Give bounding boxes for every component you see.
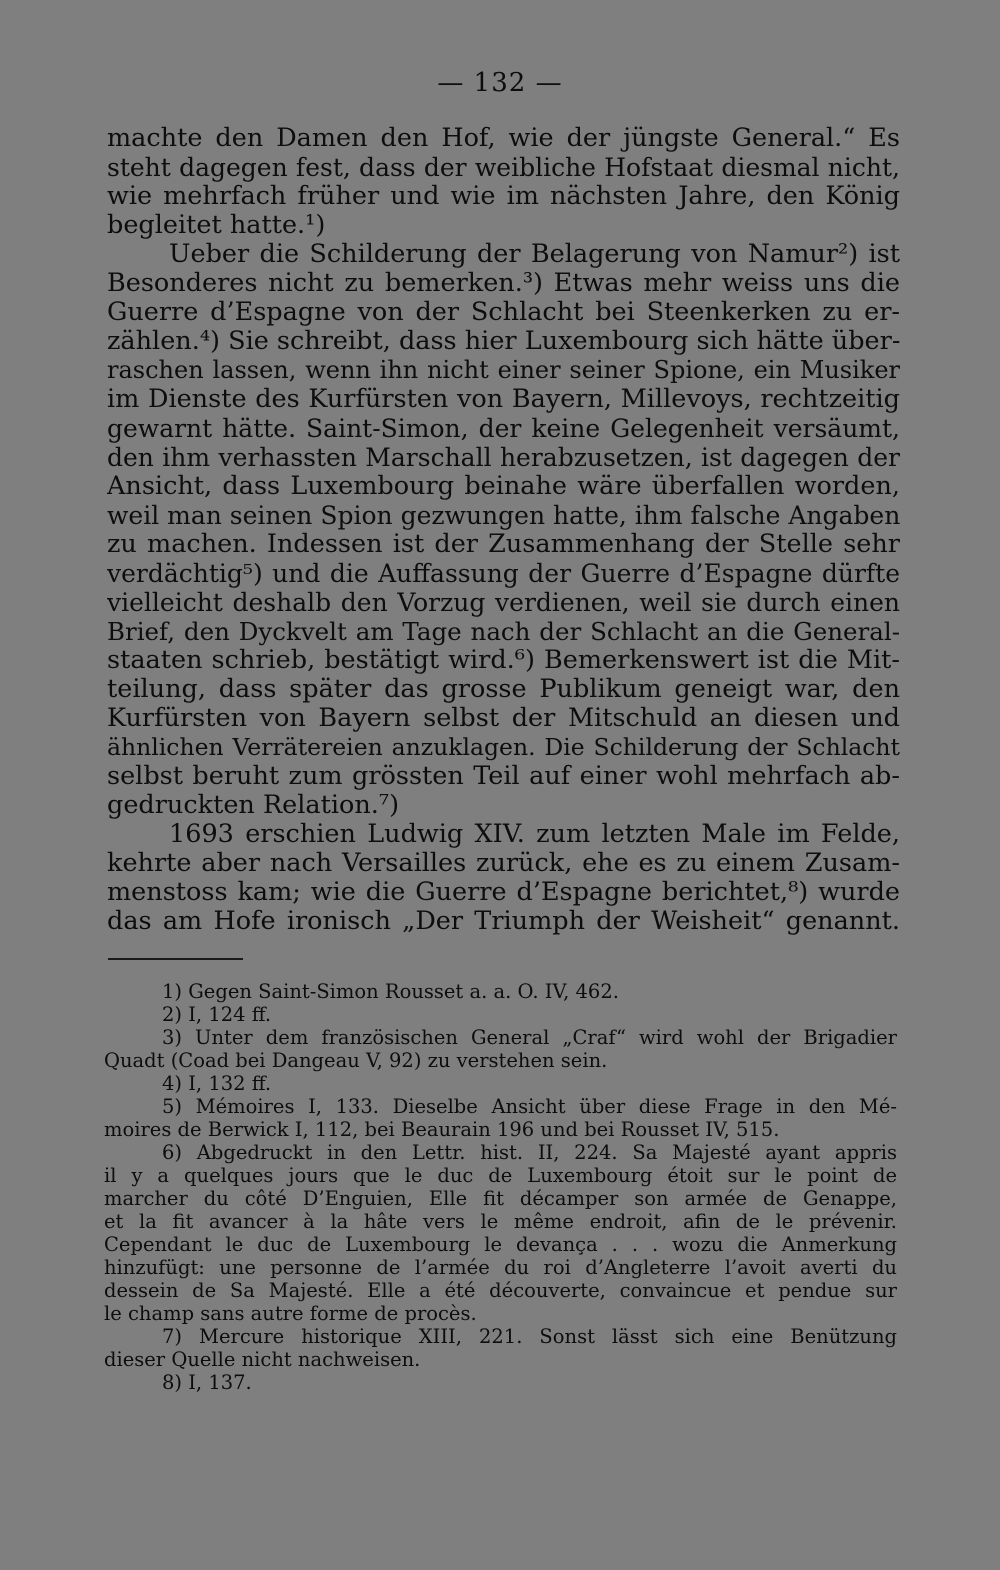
footnote-line: 1) Gegen Saint-Simon Rousset a. a. O. IV, 462. xyxy=(162,980,619,1003)
text-line: verdächtig⁵) und die Auffassung der Guerre d’Espagne dürfte xyxy=(107,559,900,588)
footnote-line: et la fit avancer à la hâte vers le même endroit, afin de le prévenir. xyxy=(104,1210,897,1233)
text-line: wie mehrfach früher und wie im nächsten Jahre, den König xyxy=(107,182,900,211)
footnote-line: Cependant le duc de Luxembourg le devança . . . wozu die Anmerkung xyxy=(104,1233,897,1256)
text-line: im Dienste des Kurfürsten von Bayern, Millevoys, rechtzeitig xyxy=(107,385,900,414)
footnote-line: 2) I, 124 ff. xyxy=(162,1003,272,1026)
page-number: — 132 — xyxy=(437,68,563,98)
text-line: zu machen. Indessen ist der Zusammenhang der Stelle sehr xyxy=(107,530,900,559)
text-line: gedruckten Relation.⁷) xyxy=(107,791,400,820)
text-line: 1693 erschien Ludwig XIV. zum letzten Male im Felde, xyxy=(169,820,900,849)
text-line: ähnlichen Verrätereien anzuklagen. Die Schilderung der Schlacht xyxy=(107,733,900,761)
text-line: den ihm verhassten Marschall herabzusetzen, ist dagegen der xyxy=(107,443,900,472)
footnote-line: 6) Abgedruckt in den Lettr. hist. II, 224. Sa Majesté ayant appris xyxy=(162,1141,897,1164)
footnote-separator xyxy=(108,958,243,960)
text-line: Ansicht, dass Luxembourg beinahe wäre überfallen worden, xyxy=(107,472,900,501)
footnote-line: marcher du côté D’Enguien, Elle fit décamper son armée de Genappe, xyxy=(104,1187,897,1210)
footnote-line: hinzufügt: une personne de l’armée du roi d’Angleterre l’avoit averti du xyxy=(104,1256,897,1279)
footnote-line: le champ sans autre forme de procès. xyxy=(104,1302,477,1325)
text-line: das am Hofe ironisch „Der Triumph der Weisheit“ genannt. xyxy=(107,907,900,936)
text-line: machte den Damen den Hof, wie der jüngste General.“ Es xyxy=(107,124,900,153)
main-text xyxy=(107,124,900,936)
text-line: weil man seinen Spion gezwungen hatte, ihm falsche Angaben xyxy=(107,501,900,530)
text-line: kehrte aber nach Versailles zurück, ehe es zu einem Zusam- xyxy=(107,849,900,878)
footnotes xyxy=(104,980,897,1394)
text-line: Kurfürsten von Bayern selbst der Mitschuld an diesen und xyxy=(107,704,900,733)
text-line: vielleicht deshalb den Vorzug verdienen, weil sie durch einen xyxy=(107,588,900,617)
footnote-line: 7) Mercure historique XIII, 221. Sonst lässt sich eine Benützung xyxy=(162,1325,897,1348)
text-line: teilung, dass später das grosse Publikum geneigt war, den xyxy=(107,675,900,704)
footnote-line: moires de Berwick I, 112, bei Beaurain 196 und bei Rousset IV, 515. xyxy=(104,1118,780,1141)
text-line: gewarnt hätte. Saint-Simon, der keine Gelegenheit versäumt, xyxy=(107,414,900,443)
text-line: begleitet hatte.¹) xyxy=(107,211,326,240)
text-line: Ueber die Schilderung der Belagerung von Namur²) ist xyxy=(169,240,900,269)
footnote-line: 3) Unter dem französischen General „Craf“ wird wohl der Brigadier xyxy=(162,1026,897,1049)
text-line: zählen.⁴) Sie schreibt, dass hier Luxembourg sich hätte über- xyxy=(107,327,900,356)
text-line: staaten schrieb, bestätigt wird.⁶) Bemerkenswert ist die Mit- xyxy=(107,646,900,675)
footnote-line: 4) I, 132 ff. xyxy=(162,1072,272,1095)
text-line: steht dagegen fest, dass der weibliche Hofstaat diesmal nicht, xyxy=(107,153,900,182)
footnote-line: il y a quelques jours que le duc de Luxembourg étoit sur le point de xyxy=(104,1164,897,1187)
text-line: menstoss kam; wie die Guerre d’Espagne berichtet,⁸) wurde xyxy=(107,878,900,907)
footnote-line: dessein de Sa Majesté. Elle a été découverte, convaincue et pendue sur xyxy=(104,1279,897,1302)
text-line: Brief, den Dyckvelt am Tage nach der Schlacht an die General- xyxy=(107,617,900,646)
text-line: selbst beruht zum grössten Teil auf einer wohl mehrfach ab- xyxy=(107,762,900,791)
footnote-line: 8) I, 137. xyxy=(162,1371,252,1394)
footnote-line: 5) Mémoires I, 133. Dieselbe Ansicht über diese Frage in den Mé- xyxy=(162,1095,897,1118)
footnote-line: dieser Quelle nicht nachweisen. xyxy=(104,1348,421,1371)
text-line: raschen lassen, wenn ihn nicht einer seiner Spione, ein Musiker xyxy=(107,356,900,384)
text-line: Guerre d’Espagne von der Schlacht bei Steenkerken zu er- xyxy=(107,298,900,327)
footnote-line: Quadt (Coad bei Dangeau V, 92) zu verstehen sein. xyxy=(104,1049,608,1072)
text-line: Besonderes nicht zu bemerken.³) Etwas mehr weiss uns die xyxy=(107,269,900,298)
